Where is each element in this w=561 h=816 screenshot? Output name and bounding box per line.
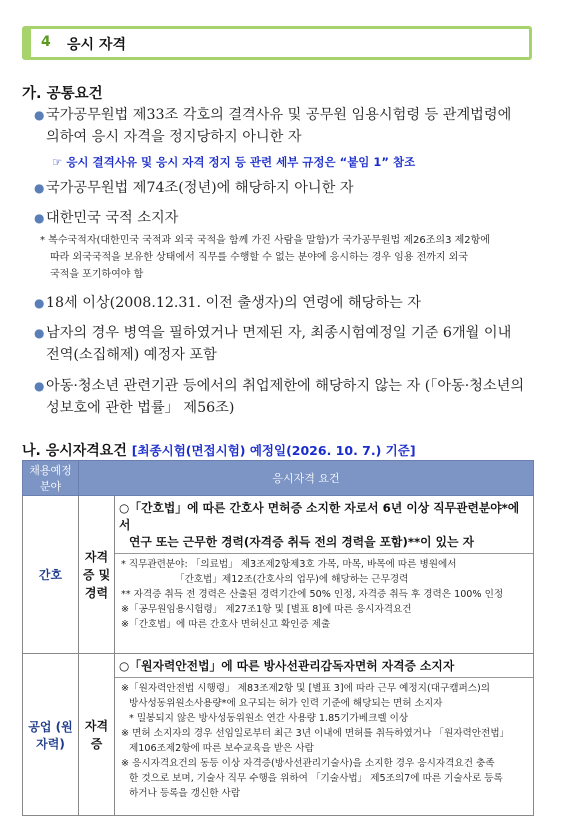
- engineering-note: 방사성동위원소사용량*에 요구되는 허가 인력 기준에 해당되는 면허 소지자: [129, 698, 443, 709]
- item3-fn-line2: 따라 외국국적을 보유한 상태에서 직무를 수행할 수 없는 분야에 응시하는 경우 임용 전까지 외국: [50, 252, 469, 263]
- subsection-b-title: 나. 응시자격요건: [22, 443, 127, 459]
- bullet-icon: ●: [34, 326, 45, 340]
- section-number: 4: [41, 34, 51, 50]
- subsection-title-b: [22, 440, 416, 460]
- nursing-head-line1: ○「간호법」에 따른 간호사 면허증 소지한 자로서 6년 이상 직무관련분야*에서: [119, 501, 520, 532]
- item6-line1: 아동·청소년 관련기관 등에서의 취업제한에 해당하지 않는 자 (「아동·청소년의: [46, 378, 525, 394]
- col-header-requirements: 응시자격 요건: [79, 461, 534, 496]
- row-requirements-nursing: [115, 496, 534, 654]
- bullet-icon: ●: [34, 379, 45, 393]
- requirement-item-1: [34, 104, 544, 148]
- nursing-main-requirement: [115, 496, 533, 554]
- bullet-icon: ●: [34, 296, 45, 310]
- header-accent-bar: [25, 29, 31, 57]
- item5-line2: 전역(소집해제) 예정자 포함: [46, 347, 217, 363]
- table-row: [23, 496, 534, 654]
- item3-fn-line3: 국적을 포기하여야 함: [50, 269, 144, 280]
- nursing-head-line2: 연구 또는 근무한 경력(자격증 취득 전의 경력을 포함)**이 있는 자: [129, 535, 474, 549]
- engineering-note: ※ 응시자격요건의 동등 이상 자격증(방사선관리기술사)을 소지한 경우 응시자격요건 충족: [121, 758, 495, 769]
- engineering-note: ※「원자력안전법 시행령」 제83조제2항 및 [별표 3]에 따라 근무 예정지(대구캠퍼스)의: [121, 683, 491, 694]
- col-header-field: 채용예정 분야: [23, 461, 79, 496]
- qualification-table: [22, 460, 534, 816]
- section-title: 응시 자격: [67, 37, 126, 53]
- bullet-icon: ●: [34, 181, 45, 195]
- row-requirements-engineering: [115, 654, 534, 816]
- reference-note: ☞ 응시 결격사유 및 응시 자격 정지 등 관련 세부 규정은 “붙임 1” 참조: [52, 155, 416, 169]
- nursing-note: ** 자격증 취득 전 경력은 산출된 경력기간에 50% 인정, 자격증 취득 후 경력은 100% 인정: [121, 589, 504, 600]
- item2-text: 국가공무원법 제74조(정년)에 해당하지 아니한 자: [46, 180, 354, 196]
- item3-text: 대한민국 국적 소지자: [46, 210, 179, 226]
- row-label-license: 자격증: [79, 654, 115, 816]
- engineering-note: 제106조제2항에 따른 보수교육을 받은 사람: [129, 743, 314, 754]
- row-category-engineering: 공업 (원자력): [23, 654, 79, 816]
- item1-line2: 의하여 응시 자격을 정지당하지 아니한 자: [46, 129, 302, 145]
- item4-text: 18세 이상(2008.12.31. 이전 출생자)의 연령에 해당하는 자: [46, 295, 421, 311]
- requirement-item-3: [34, 207, 544, 229]
- engineering-note: 한 것으로 보며, 기술사 직무 수행을 위하여 「기술사법」 제5조의7에 따른 기술사로 등록: [129, 773, 503, 784]
- reference-date: [최종시험(면접시험) 예정일(2026. 10. 7.) 기준]: [131, 443, 416, 458]
- row-label-license-career: 자격증 및 경력: [79, 496, 115, 654]
- table-header-row: [23, 461, 534, 496]
- requirement-item-2: [34, 177, 544, 199]
- row-category-nursing: 간호: [23, 496, 79, 654]
- engineering-note: ※ 면허 소지자의 경우 선임일로부터 최근 3년 이내에 면허를 취득하였거나 「원자력안전법」: [121, 728, 510, 739]
- item3-fn-line1: * 복수국적자(대한민국 국적과 외국 국적을 함께 가진 사람을 말함)가 국가공무원법 제26조의3 제2항에: [40, 235, 490, 246]
- bullet-icon: ●: [34, 211, 45, 225]
- table-row: [23, 654, 534, 816]
- item1-line1: 국가공무원법 제33조 각호의 결격사유 및 공무원 임용시험령 등 관계법령에: [46, 107, 512, 123]
- nursing-note: ※「공무원임용시험령」 제27조1항 및 [별표 8]에 따른 응시자격요건: [121, 604, 412, 615]
- dual-nationality-footnote: [40, 232, 540, 283]
- item5-line1: 남자의 경우 병역을 필하였거나 면제된 자, 최종시험예정일 기준 6개월 이내: [46, 325, 512, 341]
- nursing-note: * 직무관련분야: 「의료법」 제3조제2항제3호 가목, 마목, 바목에 따른 병원에서: [121, 559, 457, 570]
- nursing-note: ※「간호법」에 따른 간호사 면허신고 확인증 제출: [121, 619, 331, 630]
- item6-line2: 성보호에 관한 법률」 제56조): [46, 400, 235, 416]
- requirement-item-4: [34, 292, 544, 314]
- bullet-icon: ●: [34, 108, 45, 122]
- requirement-item-6: [34, 375, 544, 419]
- engineering-note: * 밀봉되지 않은 방사성동위원소 연간 사용량 1.85기가베크렐 이상: [129, 713, 409, 724]
- engineering-note: 하거나 등록을 갱신한 사람: [129, 788, 241, 799]
- section-header: [22, 26, 532, 60]
- nursing-note: 「간호법」제12조(간호사의 업무)에 해당하는 근무경력: [175, 574, 409, 585]
- requirement-item-5: [34, 322, 544, 366]
- engineering-main-requirement: ○「원자력안전법」에 따른 방사선관리감독자면허 자격증 소지자: [115, 654, 533, 678]
- subsection-title-a: 가. 공통요건: [22, 86, 103, 102]
